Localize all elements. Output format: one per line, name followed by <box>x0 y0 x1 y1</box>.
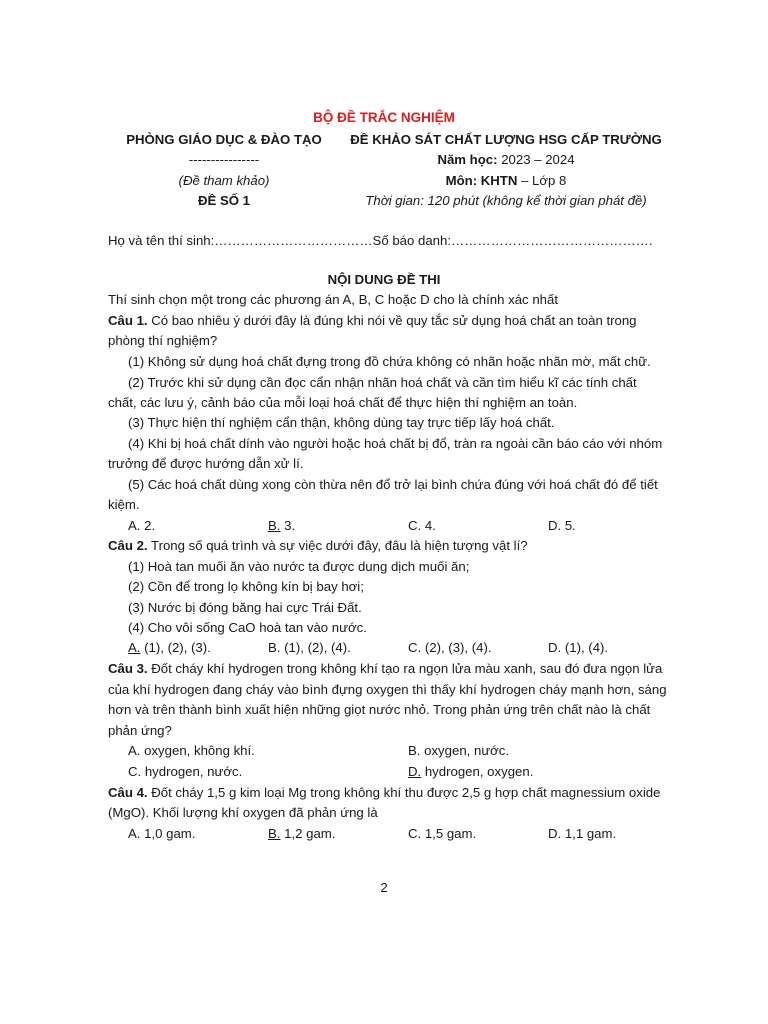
exam-number: ĐỀ SỐ 1 <box>197 193 251 208</box>
exam-title: ĐỀ KHẢO SÁT CHẤT LƯỢNG HSG CẤP TRƯỜNG <box>350 132 662 147</box>
q1-item-cont: chất, các lưu ý, cảnh báo của mỗi loại hoá chất để thực hiện thí nghiệm an toàn. <box>108 395 578 410</box>
question-2 <box>108 538 528 553</box>
question-1-label: Câu 1. <box>108 313 148 328</box>
subject <box>340 173 672 188</box>
q1-item: (4) Khi bị hoá chất dính vào người hoặc hoá chất bị đổ, tràn ra ngoài cần báo cáo với nhóm <box>128 436 663 451</box>
question-3-text: Đốt cháy khí hydrogen trong không khí tạo ra ngọn lửa màu xanh, sau đó đưa ngọn lửa <box>147 661 663 676</box>
option-letter-answer: D. <box>408 764 422 779</box>
q3-option-c[interactable] <box>128 764 242 779</box>
q4-option-c[interactable] <box>408 826 476 841</box>
question-4 <box>108 785 660 800</box>
question-1-text: Có bao nhiêu ý dưới đây là đúng khi nói về quy tắc sử dụng hoá chất an toàn trong <box>147 313 637 328</box>
school-year-value: 2023 – 2024 <box>497 152 575 167</box>
q1-item: (1) Không sử dụng hoá chất đựng trong đồ chứa không có nhãn hoặc nhãn mờ, mất chữ. <box>128 354 651 369</box>
question-3 <box>108 661 662 676</box>
option-text: 4. <box>421 518 436 533</box>
question-2-label: Câu 2. <box>108 538 148 553</box>
option-letter: C. <box>408 826 422 841</box>
option-letter: A. <box>128 743 141 758</box>
q4-option-a[interactable] <box>128 826 195 841</box>
question-4-label: Câu 4. <box>108 785 148 800</box>
option-letter: C. <box>408 640 422 655</box>
q2-item: (3) Nước bị đóng băng hai cực Trái Đất. <box>128 600 362 615</box>
q1-option-c[interactable] <box>408 518 436 533</box>
set-title: BỘ ĐỀ TRẮC NGHIỆM <box>313 110 455 125</box>
option-letter: D. <box>548 518 562 533</box>
department-name: PHÒNG GIÁO DỤC & ĐÀO TẠO <box>126 132 322 147</box>
question-4-text-cont: (MgO). Khối lượng khí oxygen đã phản ứng là <box>108 805 378 820</box>
q2-option-c[interactable] <box>408 640 492 655</box>
option-text: 1,0 gam. <box>140 826 196 841</box>
question-3-text-cont: của khí hydrogen đang cháy vào bình đựng oxygen thì thấy khí hydrogen cháy mạnh hơn, sáng <box>108 682 667 697</box>
option-letter: B. <box>268 640 281 655</box>
subject-value: – Lớp 8 <box>517 173 567 188</box>
option-letter-answer: B. <box>268 518 281 533</box>
q1-item-cont: trưởng để được hướng dẫn xử lí. <box>108 456 304 471</box>
q1-option-d[interactable] <box>548 518 576 533</box>
page-number: 2 <box>380 880 388 895</box>
option-text: oxygen, nước. <box>420 743 510 758</box>
dash-separator: ---------------- <box>188 152 260 167</box>
q1-item: (3) Thực hiện thí nghiệm cẩn thận, không dùng tay trực tiếp lấy hoá chất. <box>128 415 555 430</box>
q2-item: (4) Cho vôi sống CaO hoà tan vào nước. <box>128 620 367 635</box>
option-text: oxygen, không khí. <box>140 743 255 758</box>
q1-option-a[interactable] <box>128 518 155 533</box>
option-text: 2. <box>140 518 156 533</box>
option-letter: D. <box>548 640 562 655</box>
option-letter: A. <box>128 826 141 841</box>
option-text: (2), (3), (4). <box>421 640 492 655</box>
question-1 <box>108 313 637 328</box>
question-2-text: Trong số quá trình và sự việc dưới đây, đâu là hiện tượng vật lí? <box>147 538 528 553</box>
option-letter-answer: A. <box>128 640 141 655</box>
option-letter: A. <box>128 518 141 533</box>
q4-option-d[interactable] <box>548 826 616 841</box>
q2-item: (2) Cồn để trong lọ không kín bị bay hơi; <box>128 579 364 594</box>
option-letter: C. <box>128 764 142 779</box>
q2-option-a[interactable] <box>128 640 211 655</box>
option-letter: C. <box>408 518 422 533</box>
q3-option-b[interactable] <box>408 743 509 758</box>
option-text: 1,1 gam. <box>561 826 617 841</box>
q2-option-d[interactable] <box>548 640 608 655</box>
school-year <box>340 152 672 167</box>
reference-note: (Đề tham khảo) <box>178 173 270 188</box>
option-text: (1), (4). <box>561 640 609 655</box>
question-1-text-cont: phòng thí nghiệm? <box>108 333 218 348</box>
q1-item: (5) Các hoá chất dùng xong còn thừa nên đổ trở lại bình chứa đúng với hoá chất đó để tiết <box>128 477 658 492</box>
q2-option-b[interactable] <box>268 640 351 655</box>
q1-option-b[interactable] <box>268 518 295 533</box>
q1-item-cont: kiệm. <box>108 497 140 512</box>
option-text: 3. <box>280 518 296 533</box>
option-text: (1), (2), (3). <box>140 640 211 655</box>
option-letter: B. <box>408 743 421 758</box>
option-letter: D. <box>548 826 562 841</box>
q2-item: (1) Hoà tan muối ăn vào nước ta được dung dịch muối ăn; <box>128 559 470 574</box>
question-3-text-cont: hơn và trên thành bình xuất hiện những giọt nước nhỏ. Trong phản ứng trên chất nào là chất <box>108 702 651 717</box>
instruction: Thí sinh chọn một trong các phương án A, B, C hoặc D cho là chính xác nhất <box>108 292 558 307</box>
option-letter-answer: B. <box>268 826 281 841</box>
question-3-label: Câu 3. <box>108 661 148 676</box>
question-4-text: Đốt cháy 1,5 g kim loại Mg trong không khí thu được 2,5 g hợp chất magnessium oxide <box>147 785 661 800</box>
q1-item: (2) Trước khi sử dụng cần đọc cẩn nhận nhãn hoá chất và cần tìm hiểu kĩ các tính chất <box>128 375 637 390</box>
option-text: hydrogen, oxygen. <box>421 764 534 779</box>
option-text: 1,2 gam. <box>280 826 336 841</box>
option-text: 1,5 gam. <box>421 826 477 841</box>
question-3-text-cont: phản ứng? <box>108 723 172 738</box>
option-text: 5. <box>561 518 576 533</box>
q3-option-d[interactable] <box>408 764 533 779</box>
school-year-label: Năm học: <box>437 152 498 167</box>
candidate-info-line: Họ và tên thí sinh:………………………………Số báo danh:………………………………………. <box>108 233 653 248</box>
option-text: hydrogen, nước. <box>141 764 243 779</box>
option-text: (1), (2), (4). <box>280 640 351 655</box>
q3-option-a[interactable] <box>128 743 255 758</box>
section-title: NỘI DUNG ĐỀ THI <box>327 272 441 287</box>
subject-label: Môn: KHTN <box>445 173 518 188</box>
q4-option-b[interactable] <box>268 826 335 841</box>
exam-duration: Thời gian: 120 phút (không kể thời gian phát đề) <box>365 193 647 208</box>
